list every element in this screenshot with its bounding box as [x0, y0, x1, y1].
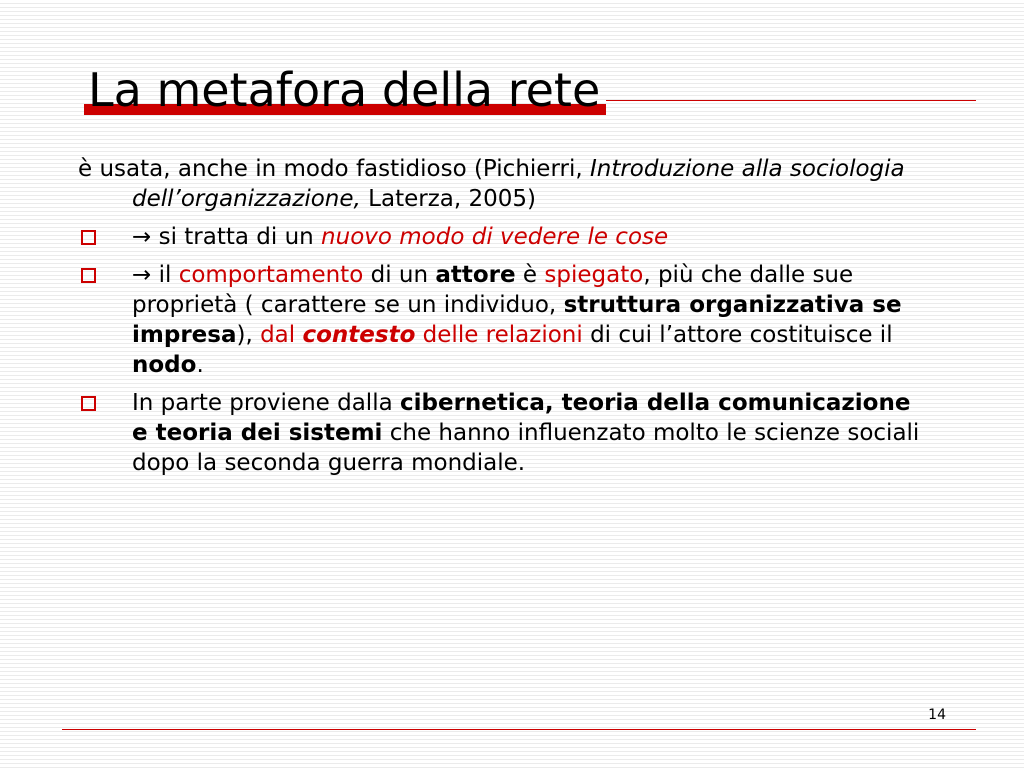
slide-body	[78, 154, 928, 486]
intro-paragraph	[78, 154, 928, 214]
bullet-3-text: In parte proviene dalla	[132, 390, 400, 416]
intro-publisher: Laterza, 2005)	[360, 186, 536, 212]
bullet-3-text: che hanno influenzato molto le scienze sociali dopo la seconda guerra mondiale.	[132, 420, 920, 476]
bullet-2-nodo: nodo	[132, 352, 197, 378]
bullet-item-1	[78, 222, 928, 252]
bullet-2-text: di cui l’attore costituisce il	[582, 322, 893, 348]
bullet-2-relazioni: delle relazioni	[415, 322, 583, 348]
hollow-square-icon	[81, 230, 96, 245]
bullet-2-text: è	[515, 262, 545, 288]
title-rule-line	[606, 100, 976, 101]
bullet-2-struttura: struttura organizzativa se impresa	[132, 292, 902, 348]
page-number: 14	[928, 707, 946, 723]
bullet-2-text: → il	[132, 262, 179, 288]
hollow-square-icon	[81, 396, 96, 411]
bullet-1-text: → si tratta di un	[132, 224, 322, 250]
bullet-2-contesto: contesto	[302, 322, 416, 348]
bullet-2-text: di un	[363, 262, 436, 288]
bullet-2-spiegato: spiegato	[544, 262, 644, 288]
bullet-3-emphasis: cibernetica, teoria della comunicazione e teoria dei sistemi	[132, 390, 911, 446]
footer-rule-line	[62, 729, 976, 730]
hollow-square-icon	[81, 268, 96, 283]
bullet-2-attore: attore	[435, 262, 516, 288]
bullet-1-emphasis: nuovo modo di vedere le cose	[321, 224, 669, 250]
bullet-item-2	[78, 260, 928, 380]
bullet-2-text: ),	[236, 322, 261, 348]
bullet-item-3	[78, 388, 928, 478]
intro-text: è usata, anche in modo fastidioso (Pichierri,	[78, 156, 590, 182]
bullet-2-text: .	[196, 352, 204, 378]
slide-title: La metafora della rete	[88, 63, 601, 117]
bullet-2-text: , più che dalle sue proprietà ( carattere se un individuo,	[132, 262, 854, 318]
bullet-2-dal: dal	[260, 322, 303, 348]
book-title: Introduzione alla sociologia dell’organizzazione,	[132, 156, 905, 212]
bullet-2-comportamento: comportamento	[178, 262, 364, 288]
